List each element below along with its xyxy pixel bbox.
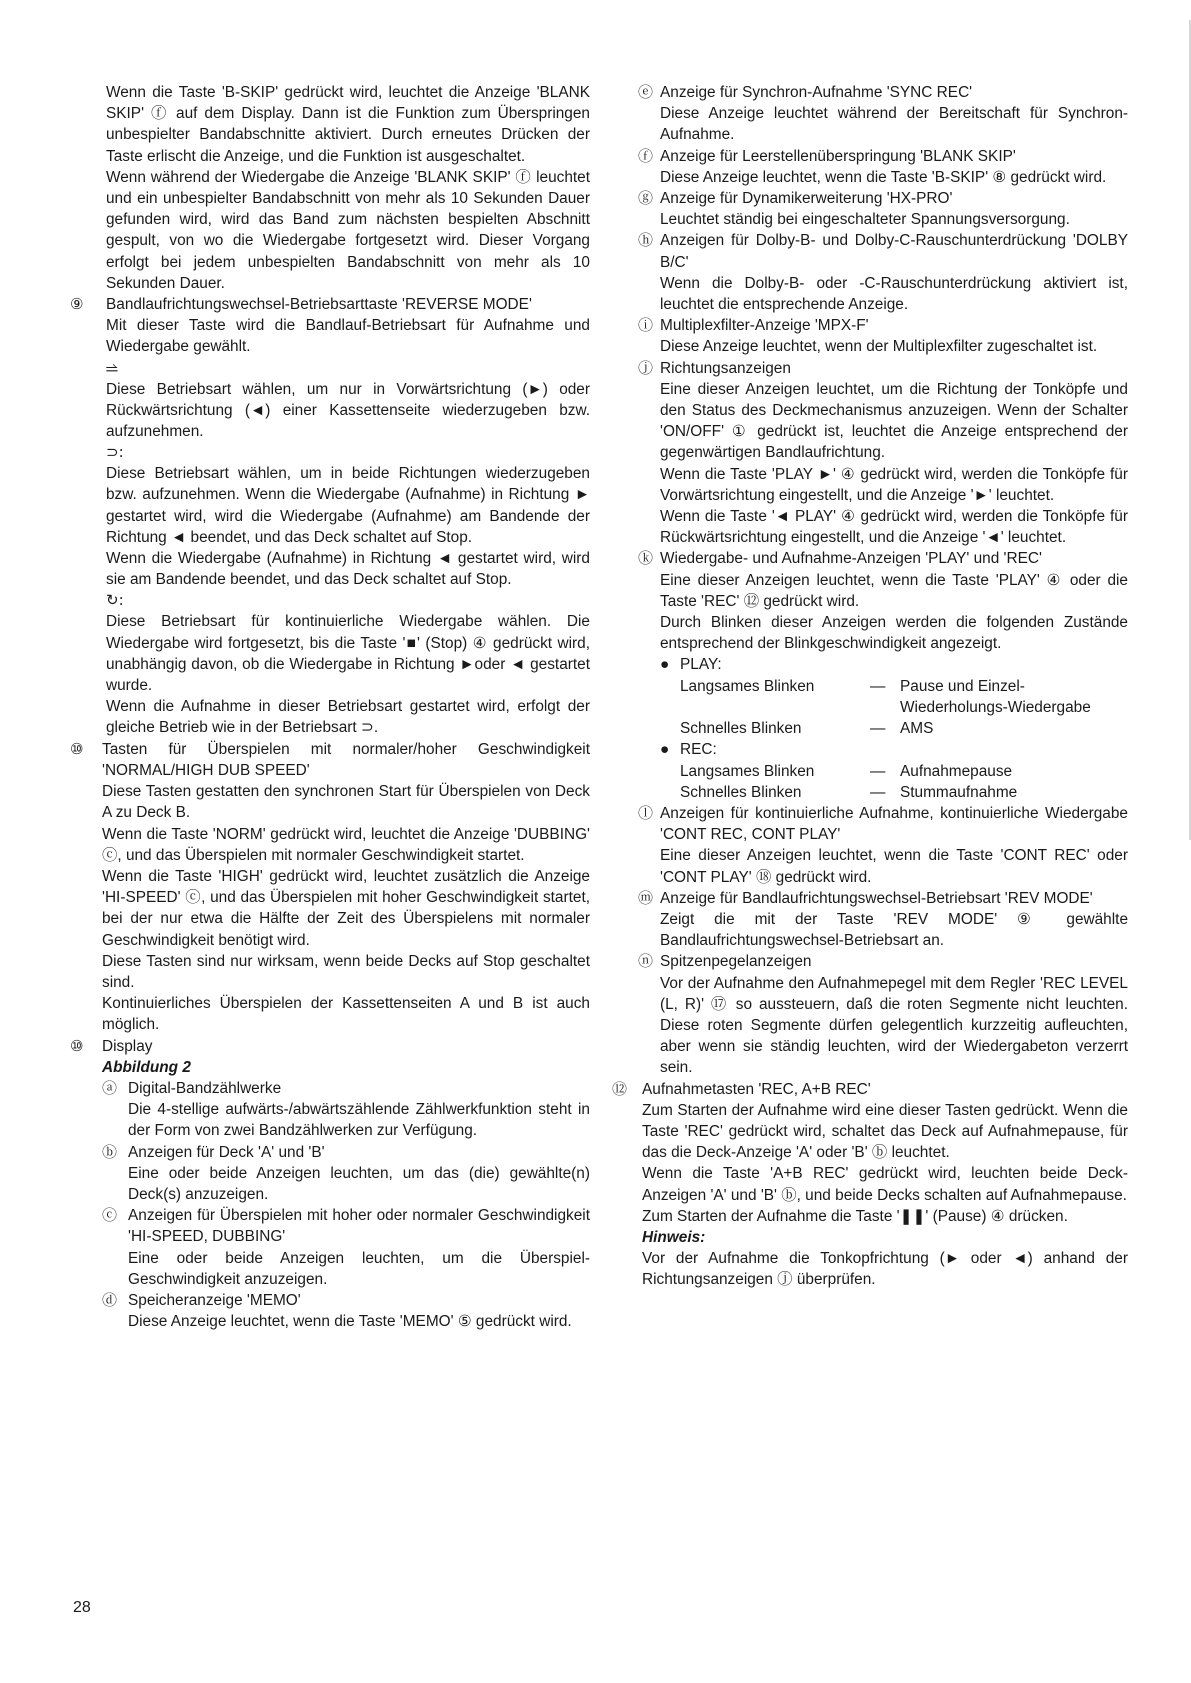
paragraph: Eine dieser Anzeigen leuchtet, wenn die Taste 'CONT REC' oder 'CONT PLAY' ⑱ gedrückt wird. (660, 847, 1128, 886)
subitem-j (638, 358, 1128, 549)
subitem-title: Anzeige für Leerstellenüberspringung 'BLANK SKIP' (660, 147, 1016, 165)
table-row (680, 676, 1128, 718)
paragraph: Diese Betriebsart wählen, um nur in Vorwärtsrichtung (►) oder Rückwärtsrichtung (◄) einer Kassettenseite wiederzugeben bzw. aufzunehmen. (106, 380, 590, 441)
subitem-i (638, 315, 1128, 357)
paragraph: Diese Tasten sind nur wirksam, wenn beide Decks auf Stop geschaltet sind. (102, 952, 590, 991)
paragraph: Wenn die Taste '◄ PLAY' ④ gedrückt wird, werden die Tonköpfe für Rückwärtsrichtung eingestellt, und die Anzeige '◄' leuchtet. (660, 508, 1128, 547)
subitem-title: Richtungsanzeigen (660, 359, 791, 377)
subitem-title: Anzeige für Synchron-Aufnahme 'SYNC REC' (660, 84, 973, 101)
blink-speed: Langsames Blinken (680, 762, 815, 780)
table-row (680, 718, 1128, 739)
subitem-l (638, 803, 1128, 888)
table-row (680, 782, 1017, 803)
subitem-marker-h: ⓗ (638, 231, 654, 250)
subitem-marker-b: ⓑ (102, 1142, 118, 1161)
paragraph: Diese Anzeige leuchtet, wenn der Multiplexfilter zugeschaltet ist. (660, 338, 1098, 356)
paragraph: Eine dieser Anzeigen leuchtet, wenn die Taste 'PLAY' ④ oder die Taste 'REC' ⑫ gedrückt wird. (660, 571, 1128, 610)
note-heading: Hinweis: (642, 1228, 706, 1246)
paragraph: Die 4-stellige aufwärts-/abwärtszählende Zählwerkfunktion steht in der Form von zwei Bandzählwerken zur Verfügung. (128, 1101, 590, 1140)
subitem-marker-m: ⓜ (638, 888, 654, 907)
subitem-title: Wiedergabe- und Aufnahme-Anzeigen 'PLAY' und 'REC' (660, 550, 1042, 568)
table-row (680, 761, 1017, 782)
subitem-c (102, 1205, 590, 1290)
paragraph: Wenn die Taste 'HIGH' gedrückt wird, leuchtet zusätzlich die Anzeige 'HI-SPEED' ⓒ, und das Überspielen mit hoher Geschwindigkeit startet, bei der nur etwa die Hälfte der Zeit des Überspielens mit normaler Geschwindigkeit benötigt wird. (102, 867, 590, 949)
item-11-display (70, 1036, 590, 1333)
paragraph: Wenn die Dolby-B- oder -C-Rauschunterdrückung aktiviert ist, leuchtet die entsprechende Anzeige. (660, 274, 1128, 314)
blink-dash: — (870, 677, 886, 695)
subitem-marker-l: ⓛ (638, 803, 654, 822)
subitem-a (102, 1078, 590, 1142)
subitem-marker-j: ⓙ (638, 358, 654, 377)
paragraph: Wenn die Taste 'NORM' gedrückt wird, leuchtet die Anzeige 'DUBBING' ⓒ, und das Überspielen mit normaler Geschwindigkeit startet. (102, 825, 590, 864)
subitem-n (638, 951, 1128, 1078)
paragraph: Wenn die Wiedergabe (Aufnahme) in Richtung ◄ gestartet wird, wird sie am Bandende beendet, und das Deck schaltet auf Stop. (106, 550, 590, 589)
blink-meaning: Stummaufnahme (900, 783, 1018, 801)
subitem-marker-n: ⓝ (638, 952, 654, 971)
item-title: Display (102, 1037, 153, 1055)
blink-meaning: Aufnahmepause (900, 762, 1013, 780)
bullet-label: REC: (680, 741, 717, 759)
paragraph: Diese Anzeige leuchtet während der Bereitschaft für Synchron-Aufnahme. (660, 105, 1128, 144)
subitem-marker-c: ⓒ (102, 1206, 118, 1225)
paragraph: Zum Starten der Aufnahme die Taste '❚❚' (Pause) ④ drücken. (642, 1207, 1068, 1225)
one-way-mode-icon: ⥬ (106, 358, 119, 377)
left-column (70, 82, 590, 1332)
item-number-11: ⑩ (70, 1036, 84, 1055)
blink-speed: Schnelles Blinken (680, 720, 802, 738)
subitem-title: Multiplexfilter-Anzeige 'MPX-F' (660, 317, 869, 335)
bullet-label: PLAY: (680, 656, 722, 674)
bskip-description (70, 82, 590, 294)
paragraph: Wenn die Taste 'PLAY ►' ④ gedrückt wird, werden die Tonköpfe für Vorwärtsrichtung eingestellt, und die Anzeige '►' leuchtet. (660, 465, 1128, 504)
subitem-marker-f: ⓕ (638, 146, 654, 165)
subitem-marker-g: ⓖ (638, 189, 654, 208)
subitem-title: Anzeigen für Deck 'A' und 'B' (128, 1143, 325, 1161)
subitem-title: Spitzenpegelanzeigen (660, 953, 812, 971)
paragraph: Mit dieser Taste wird die Bandlauf-Betriebsart für Aufnahme und Wiedergabe gewählt. (106, 317, 590, 356)
paragraph: Diese Anzeige leuchtet, wenn die Taste 'B-SKIP' ⑧ gedrückt wird. (660, 168, 1107, 186)
subitem-m (638, 888, 1128, 952)
item-12-rec-buttons (612, 1079, 1128, 1291)
subitem-title: Anzeigen für Dolby-B- und Dolby-C-Rauschunterdrückung 'DOLBY B/C' (660, 232, 1128, 271)
continuous-mode-icon: ↻: (106, 591, 124, 610)
blink-dash: — (870, 762, 886, 780)
play-blink-table (680, 676, 1128, 740)
subitem-marker-k: ⓚ (638, 549, 654, 568)
subitem-f (638, 146, 1128, 188)
blink-dash: — (870, 783, 886, 801)
item-number-12: ⑫ (612, 1079, 628, 1098)
paragraph: Eine dieser Anzeigen leuchtet, um die Richtung der Tonköpfe und den Status des Deckmechanismus anzuzeigen. Wenn der Schalter 'ON/OFF' ① gedrückt ist, leuchtet die Anzeige entsprechend der gegenwärtigen Bandlaufrichtung. (660, 380, 1128, 462)
paragraph: Wenn die Taste 'B-SKIP' gedrückt wird, leuchtet die Anzeige 'BLANK SKIP' ⓕ auf dem Display. Dann ist die Funktion zum Überspringen unbespielter Bandabschnitte aktiviert. Durch erneutes Drücken der Taste erlischt die Anzeige, und die Funktion ist ausgeschaltet. (106, 84, 590, 165)
paragraph: Zum Starten der Aufnahme wird eine dieser Tasten gedrückt. Wenn die Taste 'REC' gedrückt wird, schaltet das Deck auf Aufnahmepause, für das die Deck-Anzeige 'A' oder 'B' ⓑ leuchtet. (642, 1101, 1128, 1162)
item-title: Tasten für Überspielen mit normaler/hoher Geschwindigkeit 'NORMAL/HIGH DUB SPEED' (102, 740, 590, 779)
paragraph: Wenn die Taste 'A+B REC' gedrückt wird, leuchten beide Deck-Anzeigen 'A' und 'B' ⓑ, und beide Decks schalten auf Aufnahmepause. (642, 1165, 1128, 1204)
paragraph: Diese Betriebsart für kontinuierliche Wiedergabe wählen. Die Wiedergabe wird fortgesetzt, bis die Taste '■' (Stop) ④ gedrückt wird, unabhängig davon, ob die Wiedergabe in Richtung ►oder ◄ gestartet wurde. (106, 613, 590, 695)
subitem-marker-a: ⓐ (102, 1078, 118, 1097)
item-9-reverse-mode (70, 294, 590, 739)
subitem-h (638, 230, 1128, 315)
paragraph: Diese Anzeige leuchtet, wenn die Taste 'MEMO' ⑤ gedrückt wird. (128, 1313, 572, 1331)
bullet-play: ● PLAY: (660, 656, 722, 674)
item-title: Bandlaufrichtungswechsel-Betriebsarttaste 'REVERSE MODE' (106, 296, 532, 314)
blink-speed: Langsames Blinken (680, 677, 815, 695)
two-way-mode-icon: ⊃: (106, 443, 124, 462)
paragraph: Leuchtet ständig bei eingeschalteter Spannungsversorgung. (660, 211, 1070, 229)
note-text: Vor der Aufnahme die Tonkopfrichtung (► oder ◄) anhand der Richtungsanzeigen ⓙ überprüfen. (642, 1250, 1128, 1289)
figure-heading: Abbildung 2 (102, 1058, 191, 1076)
subitem-g (638, 188, 1128, 230)
paragraph: Durch Blinken dieser Anzeigen werden die folgenden Zustände entsprechend der Blinkgeschwindigkeit angezeigt. (660, 614, 1128, 653)
paragraph: Diese Betriebsart wählen, um in beide Richtungen wiederzugeben bzw. aufzunehmen. Wenn die Wiedergabe (Aufnahme) in Richtung ► gestartet wird, wird die Wiedergabe (Aufnahme) am Bandende der Richtung ◄ beendet, und das Deck schaltet auf Stop. (106, 465, 590, 546)
subitem-title: Anzeigen für kontinuierliche Aufnahme, kontinuierliche Wiedergabe 'CONT REC, CONT PLAY' (660, 804, 1128, 844)
right-column (612, 82, 1128, 1291)
paragraph: Wenn die Aufnahme in dieser Betriebsart gestartet wird, erfolgt der gleiche Betrieb wie in der Betriebsart ⊃. (106, 698, 590, 737)
rec-blink-table (680, 761, 1017, 803)
subitem-title: Anzeige für Bandlaufrichtungswechsel-Betriebsart 'REV MODE' (660, 889, 1093, 907)
subitem-b (102, 1142, 590, 1206)
paragraph: Vor der Aufnahme den Aufnahmepegel mit dem Regler 'REC LEVEL (L, R)' ⑰ so aussteuern, daß die roten Segmente nicht leuchten. Diese roten Segmente dürfen gelegentlich kurzzeitig aufleuchten, aber wenn sie ständig leuchten, wird der Wiedergabeton verzerrt sein. (660, 974, 1128, 1077)
subitem-marker-i: ⓘ (638, 316, 654, 335)
page-number: 28 (73, 1599, 91, 1616)
blink-dash: — (870, 720, 886, 738)
subitem-title: Digital-Bandzählwerke (128, 1079, 282, 1097)
blink-speed: Schnelles Blinken (680, 783, 802, 801)
paragraph: Wenn während der Wiedergabe die Anzeige 'BLANK SKIP' ⓕ leuchtet und ein unbespielter Bandabschnitt von mehr als 10 Sekunden Dauer gefunden wird, wird das Band zum nächsten bespielten Abschnitt gespult, von wo die Wiedergabe fortgesetzt wird. Dieser Vorgang erfolgt bei jedem unbespielten Bandabschnitt von mehr als 10 Sekunden Dauer. (106, 168, 590, 292)
paragraph: Kontinuierliches Überspielen der Kassettenseiten A und B ist auch möglich. (102, 995, 590, 1034)
paragraph: Diese Tasten gestatten den synchronen Start für Überspielen von Deck A zu Deck B. (102, 783, 590, 822)
item-number-9: ⑨ (70, 295, 84, 314)
subitem-title: Anzeigen für Überspielen mit hoher oder normaler Geschwindigkeit 'HI-SPEED, DUBBING' (128, 1207, 590, 1246)
item-10-dub-speed (70, 739, 590, 1036)
subitem-marker-e: ⓔ (638, 83, 654, 101)
paragraph: Eine oder beide Anzeigen leuchten, um das (die) gewählte(n) Deck(s) anzuzeigen. (128, 1164, 590, 1203)
subitem-marker-d: ⓓ (102, 1290, 118, 1309)
item-title: Aufnahmetasten 'REC, A+B REC' (642, 1080, 871, 1098)
item-number-10: ⑩ (70, 739, 84, 758)
subitem-d (102, 1290, 590, 1332)
blink-meaning: Pause und Einzel-Wiederholungs-Wiedergabe (900, 677, 1091, 716)
paragraph: Eine oder beide Anzeigen leuchten, um die Überspiel-Geschwindigkeit anzuzeigen. (128, 1249, 590, 1288)
subitem-title: Anzeige für Dynamikerweiterung 'HX-PRO' (660, 190, 953, 208)
blink-meaning: AMS (900, 720, 934, 738)
subitem-e (638, 82, 1128, 146)
subitem-k (638, 548, 1128, 802)
subitem-title: Speicheranzeige 'MEMO' (128, 1291, 301, 1309)
bullet-rec: ● REC: (660, 741, 717, 759)
paragraph: Zeigt die mit der Taste 'REV MODE' ⑨ gewählte Bandlaufrichtungswechsel-Betriebsart an. (660, 910, 1128, 950)
